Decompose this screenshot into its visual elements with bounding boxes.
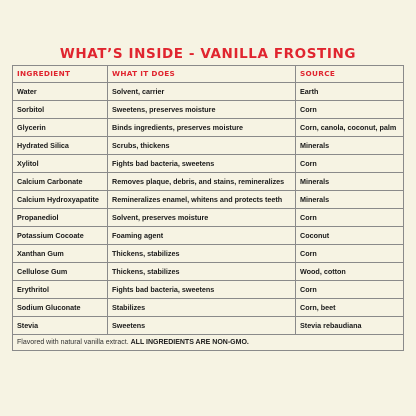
cell-source: Earth <box>296 83 404 101</box>
cell-source: Corn, beet <box>296 299 404 317</box>
cell-what-it-does: Solvent, preserves moisture <box>108 209 296 227</box>
footnote-emphasis: ALL INGREDIENTS ARE NON-GMO. <box>130 338 249 346</box>
cell-what-it-does: Fights bad bacteria, sweetens <box>108 281 296 299</box>
cell-ingredient: Stevia <box>13 317 108 335</box>
table-row <box>13 227 404 245</box>
cell-ingredient: Propanediol <box>13 209 108 227</box>
cell-source: Wood, cotton <box>296 263 404 281</box>
header-what-it-does: WHAT IT DOES <box>108 66 296 83</box>
table-row <box>13 191 404 209</box>
page-title: WHAT’S INSIDE - VANILLA FROSTING <box>59 46 357 62</box>
cell-ingredient: Hydrated Silica <box>13 137 108 155</box>
table-row <box>13 83 404 101</box>
table-row <box>13 155 404 173</box>
table-row <box>13 119 404 137</box>
cell-ingredient: Calcium Carbonate <box>13 173 108 191</box>
cell-what-it-does: Foaming agent <box>108 227 296 245</box>
cell-source: Corn <box>296 155 404 173</box>
table-row <box>13 263 404 281</box>
cell-what-it-does: Thickens, stabilizes <box>108 263 296 281</box>
table-row <box>13 209 404 227</box>
cell-what-it-does: Thickens, stabilizes <box>108 245 296 263</box>
cell-ingredient: Potassium Cocoate <box>13 227 108 245</box>
cell-ingredient: Calcium Hydroxyapatite <box>13 191 108 209</box>
table-row <box>13 101 404 119</box>
footnote-row <box>13 335 404 351</box>
cell-ingredient: Erythritol <box>13 281 108 299</box>
cell-source: Coconut <box>296 227 404 245</box>
cell-what-it-does: Stabilizes <box>108 299 296 317</box>
cell-what-it-does: Fights bad bacteria, sweetens <box>108 155 296 173</box>
footnote <box>13 335 404 351</box>
cell-what-it-does: Removes plaque, debris, and stains, remineralizes <box>108 173 296 191</box>
table-row <box>13 299 404 317</box>
header-ingredient: INGREDIENT <box>13 66 108 83</box>
table-body <box>13 83 404 335</box>
footnote-text: Flavored with natural vanilla extract. <box>17 338 131 346</box>
cell-source: Corn, canola, coconut, palm <box>296 119 404 137</box>
table-header-row <box>13 66 404 83</box>
header-source: SOURCE <box>296 66 404 83</box>
table-row <box>13 281 404 299</box>
cell-ingredient: Sodium Gluconate <box>13 299 108 317</box>
ingredients-table <box>12 65 404 351</box>
cell-ingredient: Sorbitol <box>13 101 108 119</box>
cell-what-it-does: Remineralizes enamel, whitens and protects teeth <box>108 191 296 209</box>
cell-what-it-does: Scrubs, thickens <box>108 137 296 155</box>
cell-source: Corn <box>296 245 404 263</box>
table-row <box>13 245 404 263</box>
cell-source: Corn <box>296 209 404 227</box>
cell-ingredient: Cellulose Gum <box>13 263 108 281</box>
cell-what-it-does: Sweetens, preserves moisture <box>108 101 296 119</box>
cell-ingredient: Glycerin <box>13 119 108 137</box>
cell-source: Minerals <box>296 137 404 155</box>
cell-ingredient: Water <box>13 83 108 101</box>
cell-what-it-does: Sweetens <box>108 317 296 335</box>
table-row <box>13 317 404 335</box>
cell-source: Corn <box>296 281 404 299</box>
cell-what-it-does: Binds ingredients, preserves moisture <box>108 119 296 137</box>
cell-what-it-does: Solvent, carrier <box>108 83 296 101</box>
table-row <box>13 137 404 155</box>
table-row <box>13 173 404 191</box>
cell-source: Corn <box>296 101 404 119</box>
cell-source: Stevia rebaudiana <box>296 317 404 335</box>
cell-source: Minerals <box>296 173 404 191</box>
cell-source: Minerals <box>296 191 404 209</box>
cell-ingredient: Xanthan Gum <box>13 245 108 263</box>
cell-ingredient: Xylitol <box>13 155 108 173</box>
